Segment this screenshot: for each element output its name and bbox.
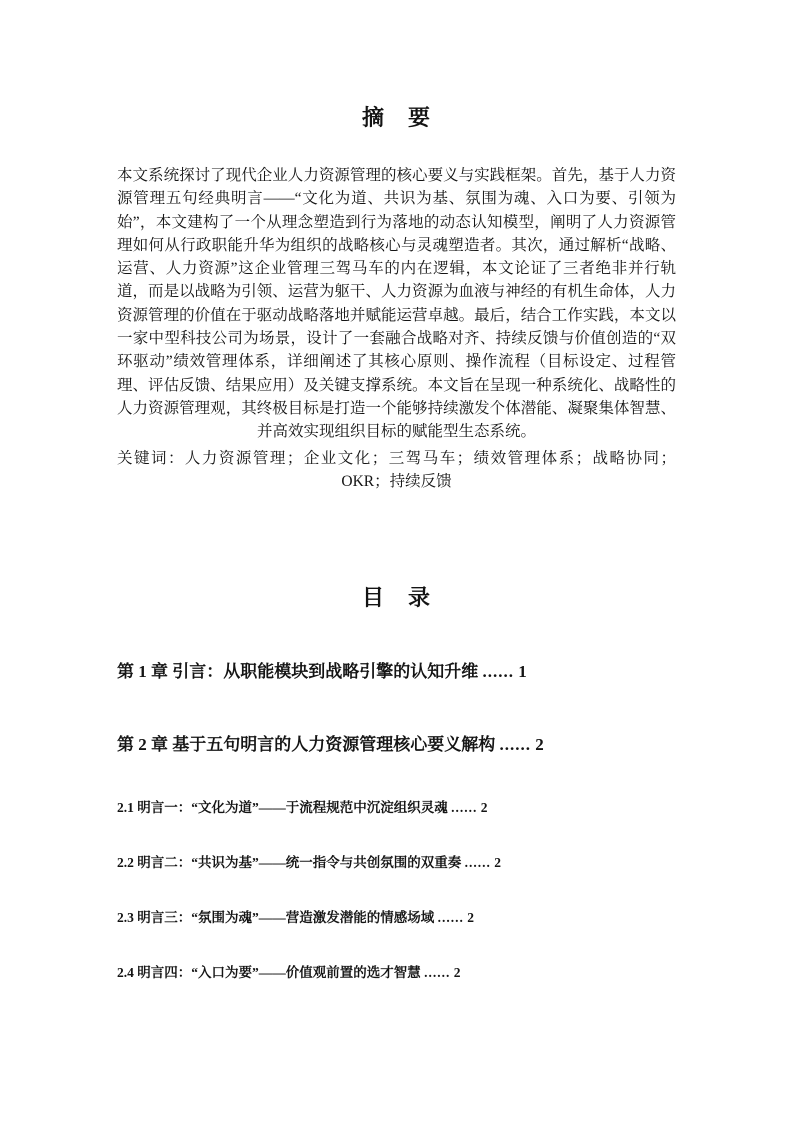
- toc-entry-label: 2.1 明言一：“文化为道”——于流程规范中沉淀组织灵魂: [117, 800, 448, 815]
- abstract-title: 摘 要: [361, 105, 431, 130]
- toc-page-number: 2: [480, 800, 488, 815]
- keywords-line: 关键词：人力资源管理；企业文化；三驾马车；绩效管理体系；战略协同；OKR；持续反馈: [117, 450, 676, 491]
- toc-entry-label: 第 2 章 基于五句明言的人力资源管理核心要义解构: [117, 735, 496, 754]
- toc-entry-section-2-4: [117, 962, 737, 984]
- toc-entry-section-2-3: [117, 907, 737, 929]
- toc-page-number: 2: [535, 735, 544, 754]
- toc-title: 目 录: [361, 585, 431, 610]
- toc-page-number: 2: [494, 855, 501, 870]
- toc-entry-label: 2.4 明言四：“入口为要”——价值观前置的选才智慧: [117, 965, 421, 980]
- toc-entry-chapter-1: [117, 659, 737, 685]
- toc-dot-leader: ......: [464, 855, 491, 870]
- toc-page-number: 2: [467, 910, 474, 925]
- toc-dot-leader: ......: [482, 662, 514, 681]
- toc-entry-label: 2.3 明言三：“氛围为魂”——营造激发潜能的情感场域: [117, 910, 435, 925]
- toc-entry-label: 2.2 明言二：“共识为基”——统一指令与共创氛围的双重奏: [117, 855, 462, 870]
- toc-entry-section-2-1: [117, 797, 737, 819]
- toc-entry-chapter-2: [117, 732, 737, 758]
- toc-dot-leader: ......: [437, 910, 464, 925]
- abstract-paragraph: 本文系统探讨了现代企业人力资源管理的核心要义与实践框架。首先，基于人力资源管理五句经典明言——“文化为道、共识为基、氛围为魂、入口为要、引领为始”，本文建构了一个从理念塑造到行为落地的动态认知模型，阐明了人力资源管理如何从行政职能升华为组织的战略核心与灵魂塑造者。其次，通过解析“战略、运营、人力资源”这企业管理三驾马车的内在逻辑，本文论证了三者绝非并行轨道，而是以战略为引领、运营为躯干、人力资源为血液与神经的有机生命体，人力资源管理的价值在于驱动战略落地并赋能运营卓越。最后，结合工作实践，本文以一家中型科技公司为场景，设计了一套融合战略对齐、持续反馈与价值创造的“双环驱动”绩效管理体系，详细阐述了其核心原则、操作流程（目标设定、过程管理、评估反馈、结果应用）及关键支撑系统。本文旨在呈现一种系统化、战略性的人力资源管理观，其终极目标是打造一个能够持续激发个体潜能、凝聚集体智慧、并高效实现组织目标的赋能型生态系统。: [117, 167, 676, 441]
- toc-entry-label: 第 1 章 引言：从职能模块到战略引擎的认知升维: [117, 662, 479, 681]
- toc-page-number: 1: [518, 662, 527, 681]
- toc-entry-section-2-2: [117, 852, 737, 874]
- toc-dot-leader: ......: [451, 800, 478, 815]
- toc-page-number: 2: [453, 965, 461, 980]
- toc-dot-leader: ......: [424, 965, 451, 980]
- toc-dot-leader: ......: [499, 735, 531, 754]
